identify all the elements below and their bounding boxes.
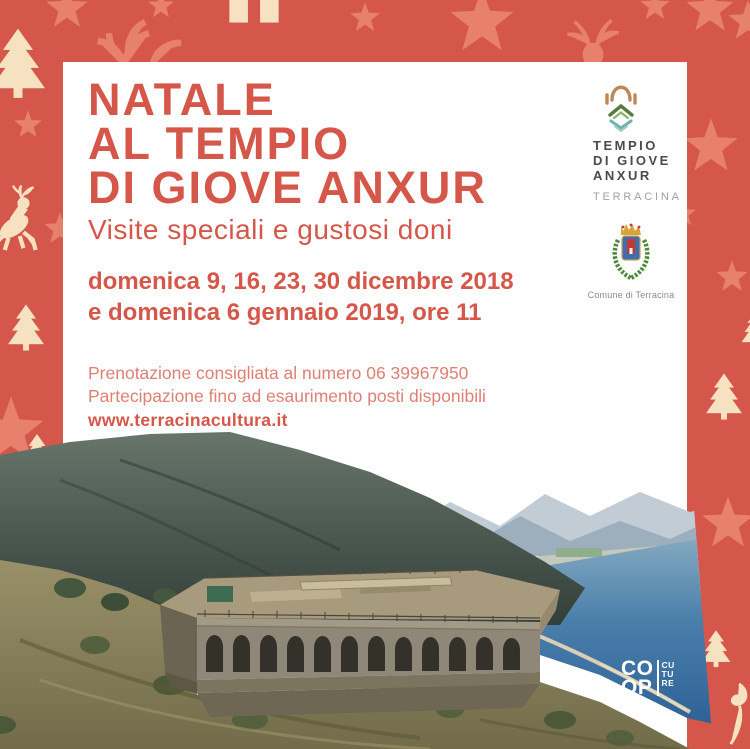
info-line-2: Partecipazione fino ad esaurimento posti disponibili — [88, 386, 486, 406]
comune-caption: Comune di Terracina — [587, 290, 675, 300]
info-line-1: Prenotazione consigliata al numero 06 39967950 — [88, 363, 469, 383]
star-decoration — [686, 0, 734, 32]
coop-line: OP — [621, 676, 653, 699]
temple-photo — [0, 420, 750, 749]
tree-decoration — [6, 296, 46, 360]
star-decoration — [716, 260, 748, 292]
star-decoration — [350, 2, 380, 32]
booking-info — [88, 362, 486, 408]
event-dates — [88, 266, 514, 328]
coopculture-culture-text — [662, 661, 675, 688]
poster-subtitle: Visite speciali e gustosi doni — [88, 214, 453, 245]
temple-photo-illustration — [0, 420, 750, 749]
coopculture-logo — [621, 659, 675, 697]
leaping-reindeer-decoration — [0, 180, 44, 264]
star-decoration — [46, 0, 88, 28]
star-decoration — [702, 496, 750, 548]
tempio-logo-city: TERRACINA — [593, 191, 682, 203]
title-line-2: AL TEMPIO — [88, 118, 351, 169]
tempio-name-line: TEMPIO — [593, 138, 658, 153]
tempio-logo-name — [593, 138, 693, 183]
tree-decoration — [0, 4, 48, 124]
dates-line-2: e domenica 6 gennaio 2019, ore 11 — [88, 299, 482, 326]
tempio-logo — [593, 74, 693, 203]
antlers-decoration — [92, 10, 187, 68]
culture-line: TU — [661, 669, 674, 679]
title-line-1: NATALE — [88, 74, 276, 125]
star-decoration — [640, 0, 670, 20]
tempio-name-line: ANXUR — [593, 168, 652, 183]
tree-decoration — [740, 300, 750, 360]
tree-decoration — [704, 366, 744, 428]
coopculture-coop-text — [621, 659, 654, 697]
tempio-name-line: DI GIOVE — [593, 153, 671, 168]
title-line-3: DI GIOVE ANXUR — [88, 162, 487, 213]
dates-line-1: domenica 9, 16, 23, 30 dicembre 2018 — [88, 268, 514, 295]
coop-line: CO — [621, 657, 654, 680]
reindeer-head-decoration — [556, 16, 630, 66]
comune-crest-icon — [606, 222, 656, 282]
gift-decoration — [222, 0, 286, 26]
swirl-decoration — [726, 682, 750, 746]
star-decoration — [14, 110, 42, 138]
star-decoration — [148, 0, 174, 18]
coopculture-divider — [657, 660, 659, 696]
star-decoration — [450, 0, 514, 52]
website-link[interactable]: www.terracinacultura.it — [88, 410, 288, 430]
comune-terracina-logo — [575, 222, 687, 300]
culture-line: RE — [661, 678, 675, 688]
star-decoration — [728, 0, 750, 40]
culture-line: CU — [661, 660, 675, 670]
tempio-arch-icon — [599, 74, 643, 134]
poster-title — [88, 74, 487, 213]
